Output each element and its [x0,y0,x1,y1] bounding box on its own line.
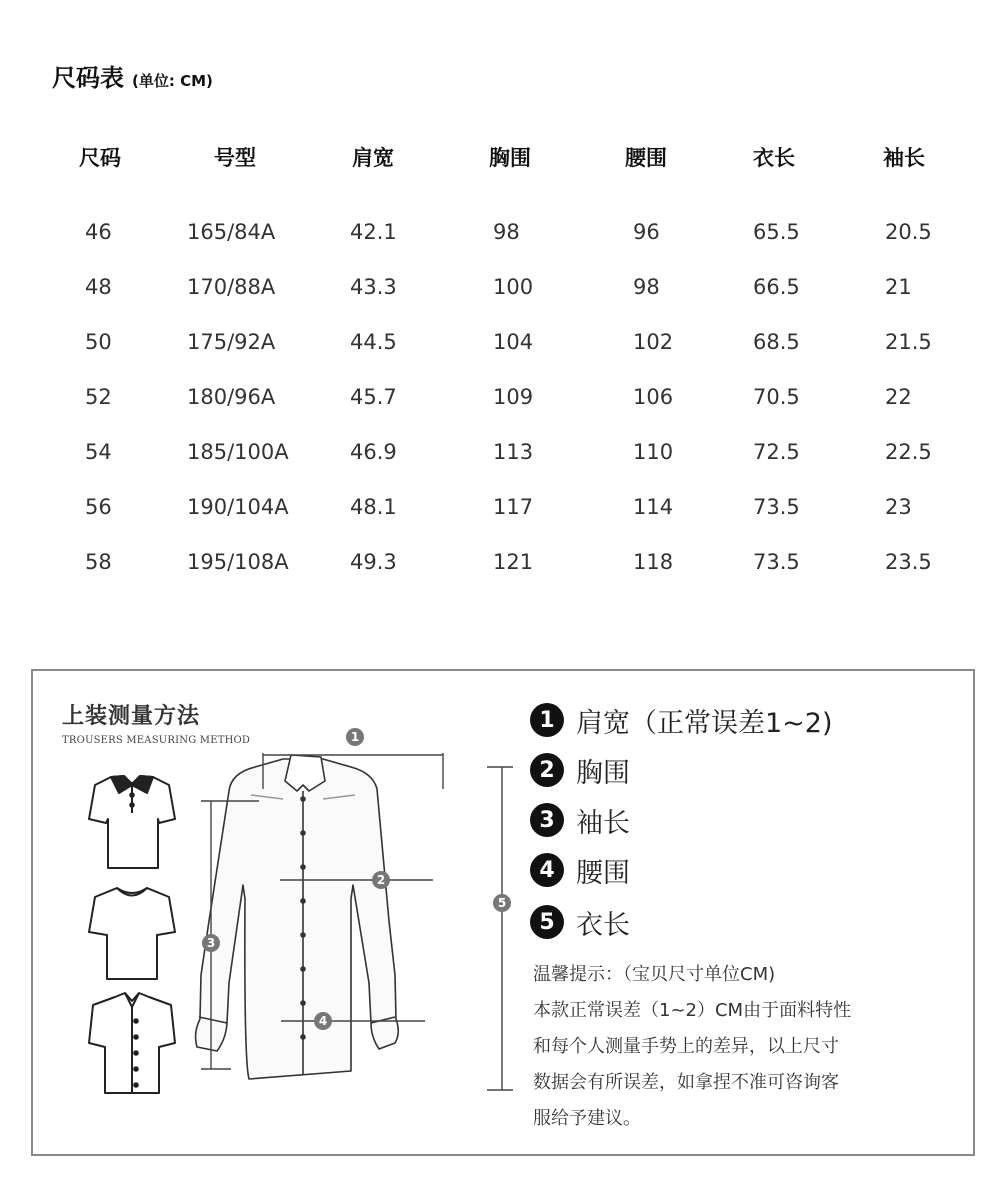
polo-icon [89,776,175,868]
cell-shoulder: 44.5 [350,330,397,354]
tip-line: 温馨提示：（宝贝尺寸单位CM) [533,964,776,985]
measure-subtitle: TROUSERS MEASURING METHOD [62,735,251,746]
warm-tip [533,957,933,1137]
tshirt-icon [89,888,175,979]
size-chart-title-text: 尺码表 [52,64,124,92]
legend-badge-5: 5 [530,905,564,939]
cell-sleeve: 21.5 [885,330,932,354]
cell-chest: 117 [493,495,534,519]
tip-line: 数据会有所误差，如拿捏不准可咨询客 [533,1072,839,1093]
cell-chest: 113 [493,440,534,464]
measure-title: 上装测量方法 [62,704,201,729]
cell-chest: 98 [493,220,520,244]
cell-sleeve: 22.5 [885,440,932,464]
cell-shoulder: 43.3 [350,275,397,299]
cell-chest: 104 [493,330,534,354]
legend-chest [530,752,630,788]
shirt-measure-diagram [33,671,513,1151]
header-chest: 胸围 [489,146,531,170]
cell-shoulder: 45.7 [350,385,397,409]
header-waist: 腰围 [625,146,667,170]
cell-chest: 121 [493,550,534,574]
marker-4-num: 4 [318,1014,328,1028]
tip-line: 和每个人测量手势上的差异，以上尺寸 [533,1036,839,1057]
legend-badge-1: 1 [530,703,564,737]
marker-5-num: 5 [497,896,507,910]
cell-shoulder: 46.9 [350,440,397,464]
cell-waist: 114 [633,495,674,519]
cell-fit: 190/104A [187,495,289,519]
header-length: 衣长 [753,146,795,170]
cell-fit: 175/92A [187,330,276,354]
cell-sleeve: 23.5 [885,550,932,574]
cell-chest: 100 [493,275,534,299]
cell-fit: 165/84A [187,220,276,244]
cell-chest: 109 [493,385,534,409]
legend-label-4: 腰围 [576,857,630,889]
cell-size: 56 [85,495,112,519]
cell-length: 73.5 [753,550,800,574]
legend-badge-2: 2 [530,753,564,787]
size-chart-unit: (单位: CM) [132,72,213,90]
legend-label-2: 胸围 [576,757,630,789]
header-shoulder: 肩宽 [352,146,394,170]
cell-size: 50 [85,330,112,354]
legend-waist [530,852,630,888]
cell-waist: 118 [633,550,674,574]
legend-sleeve [530,802,630,838]
legend-length [530,904,630,940]
cell-size: 58 [85,550,112,574]
long-sleeve-shirt [196,755,399,1079]
cell-shoulder: 49.3 [350,550,397,574]
header-fit: 号型 [214,146,256,170]
cell-length: 73.5 [753,495,800,519]
cell-size: 46 [85,220,112,244]
cell-waist: 106 [633,385,674,409]
cell-fit: 180/96A [187,385,276,409]
short-sleeve-shirt-icon [89,993,175,1093]
cell-size: 48 [85,275,112,299]
marker-3-num: 3 [206,936,216,950]
legend-label-3: 袖长 [576,807,630,839]
cell-shoulder: 42.1 [350,220,397,244]
cell-fit: 170/88A [187,275,276,299]
cell-sleeve: 23 [885,495,912,519]
tip-line: 服给予建议。 [533,1108,641,1129]
legend-badge-4: 4 [530,853,564,887]
cell-length: 65.5 [753,220,800,244]
legend-label-1: 肩宽（正常误差1~2) [576,707,833,739]
cell-length: 72.5 [753,440,800,464]
cell-shoulder: 48.1 [350,495,397,519]
cell-length: 66.5 [753,275,800,299]
cell-length: 68.5 [753,330,800,354]
cell-fit: 185/100A [187,440,289,464]
cell-sleeve: 21 [885,275,912,299]
cell-waist: 98 [633,275,660,299]
cell-waist: 110 [633,440,674,464]
legend-badge-3: 3 [530,803,564,837]
marker-1-num: 1 [350,730,360,744]
size-chart-title [52,58,213,93]
cell-fit: 195/108A [187,550,289,574]
marker-2-num: 2 [376,873,386,887]
legend-label-5: 衣长 [576,909,630,941]
cell-size: 54 [85,440,112,464]
cell-size: 52 [85,385,112,409]
header-size: 尺码 [79,146,121,170]
header-sleeve: 袖长 [883,146,925,170]
cell-sleeve: 20.5 [885,220,932,244]
cell-length: 70.5 [753,385,800,409]
cell-sleeve: 22 [885,385,912,409]
measure-panel [31,669,975,1156]
cell-waist: 102 [633,330,674,354]
cell-waist: 96 [633,220,660,244]
legend-shoulder [530,702,833,738]
tip-line: 本款正常误差（1~2）CM由于面料特性 [533,1000,852,1021]
